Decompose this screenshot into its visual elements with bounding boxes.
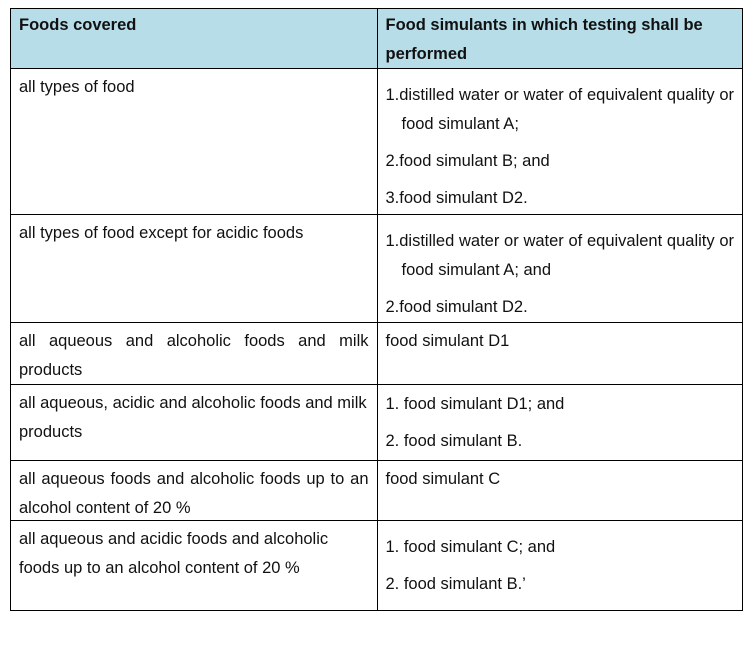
simulant-cell <box>378 521 744 610</box>
header-foods-covered: Foods covered <box>11 9 378 68</box>
simulant-item: 1. food simulant D1; and <box>385 394 565 413</box>
simulant-cell <box>378 385 744 460</box>
table-row <box>11 385 743 461</box>
simulant-item: 1.distilled water or water of equivalent quality or food simulant A; <box>385 86 734 133</box>
simulant-item: 2.food simulant B; and <box>385 152 550 170</box>
table-row <box>11 521 743 611</box>
food-cell: all types of food except for acidic foods <box>11 215 378 322</box>
header-food-simulants: Food simulants in which testing shall be performed <box>378 9 744 68</box>
food-cell: all types of food <box>11 69 378 214</box>
simulant-cell <box>378 215 744 322</box>
food-cell: all aqueous and alcoholic foods and milk products <box>11 323 378 384</box>
table-row <box>11 215 743 323</box>
food-cell: all aqueous foods and alcoholic foods up to an alcohol content of 20 % <box>11 461 378 520</box>
table-header-row <box>11 9 743 69</box>
simulant-item: 2. food simulant B. <box>385 431 523 450</box>
simulant-item: 2. food simulant B.’ <box>385 574 526 593</box>
simulant-item: 1. food simulant C; and <box>385 537 556 556</box>
simulant-cell <box>378 69 744 214</box>
food-cell: all aqueous, acidic and alcoholic foods and milk products <box>11 385 378 460</box>
simulant-item: food simulant D1 <box>385 332 510 350</box>
simulant-item: 3.food simulant D2. <box>385 189 528 207</box>
simulant-item: 1.distilled water or water of equivalent quality or food simulant A; and <box>385 232 734 279</box>
table-row <box>11 69 743 215</box>
table-row <box>11 323 743 385</box>
table-row <box>11 461 743 521</box>
simulant-item: food simulant C <box>385 470 501 488</box>
simulant-cell <box>378 323 744 384</box>
simulant-item: 2.food simulant D2. <box>385 298 528 316</box>
simulants-table <box>10 8 743 611</box>
food-cell: all aqueous and acidic foods and alcoholic foods up to an alcohol content of 20 % <box>11 521 378 610</box>
simulant-cell <box>378 461 744 520</box>
